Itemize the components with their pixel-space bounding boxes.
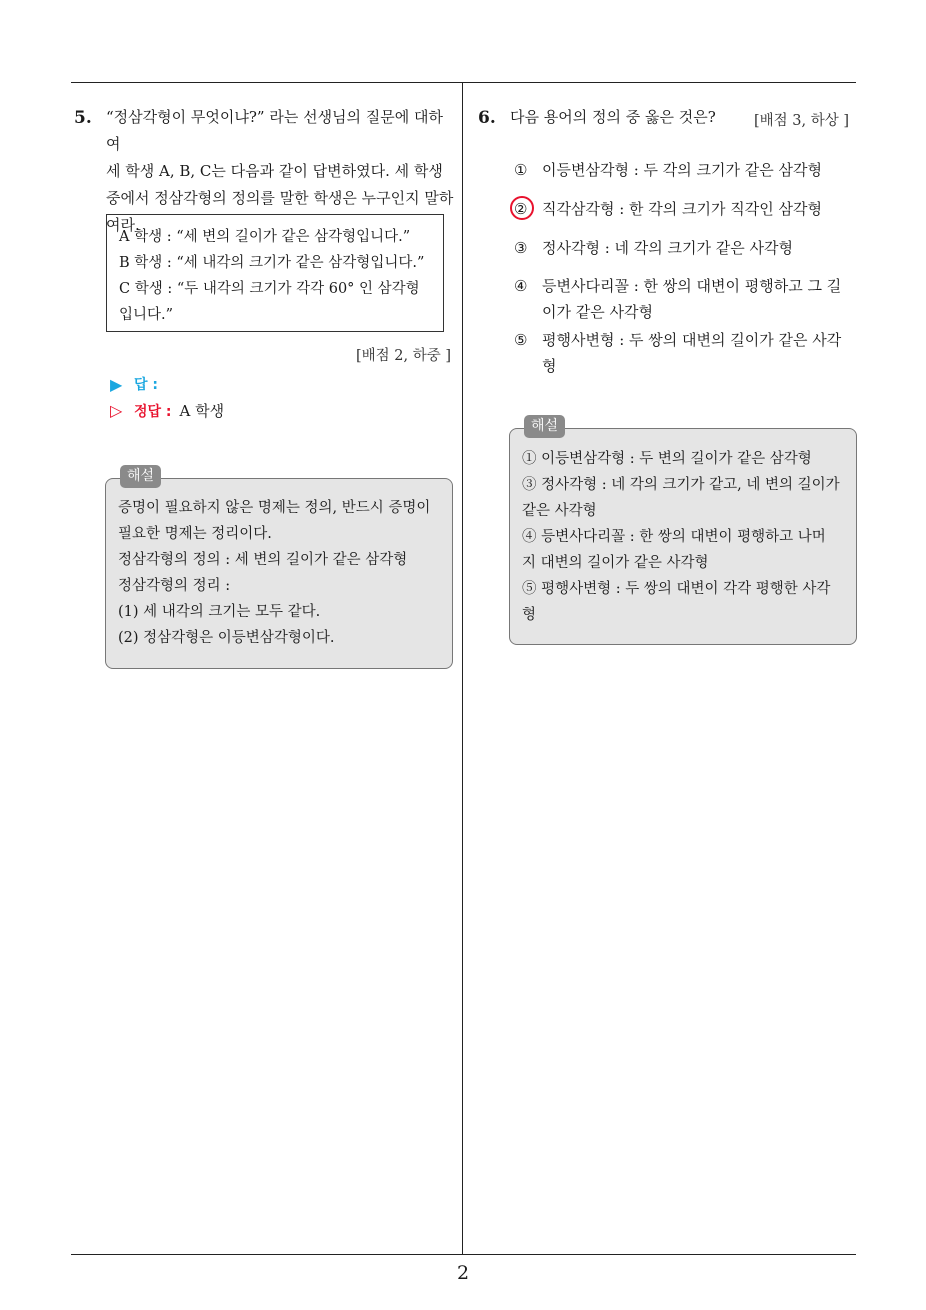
- question-5-line: 세 학생 A, B, C는 다음과 같이 답변하였다. 세 학생: [106, 162, 443, 180]
- explanation-tag: 해설: [120, 465, 161, 488]
- option-number: ⑤: [514, 331, 528, 349]
- student-answers-box: [106, 214, 444, 332]
- option-number: ②: [514, 200, 528, 218]
- option-2[interactable]: [514, 196, 854, 222]
- question-5-line: 중에서 정삼각형의 정의를 말한 학생은 누구인지 말하: [106, 189, 454, 207]
- question-5-explanation: [105, 478, 453, 669]
- explanation-line: 필요한 명제는 정리이다.: [118, 526, 272, 542]
- top-rule: [71, 82, 856, 83]
- correct-answer-value: A 학생: [179, 402, 225, 420]
- correct-answer-label: 정답 :: [134, 403, 172, 420]
- option-number: ③: [514, 239, 528, 257]
- question-6-explanation: [509, 428, 857, 645]
- student-c-answer: C 학생 : “두 내각의 크기가 각각 60° 인 삼각형: [119, 281, 420, 297]
- explanation-tag: 해설: [524, 415, 565, 438]
- play-filled-icon: ▶: [110, 374, 123, 394]
- option-5[interactable]: [514, 327, 854, 379]
- answer-row: [110, 374, 158, 394]
- question-5-number: 5.: [74, 108, 92, 128]
- question-6-number: 6.: [478, 108, 496, 128]
- column-divider: [462, 82, 463, 1254]
- option-number: ④: [514, 277, 528, 295]
- explanation-line: 형: [522, 607, 537, 623]
- option-text-cont: 형: [542, 357, 557, 375]
- explanation-line: ③ 정사각형 : 네 각의 크기가 같고, 네 변의 길이가: [522, 477, 840, 493]
- question-5-line: 여라.: [106, 216, 140, 234]
- explanation-line: ⑤ 평행사변형 : 두 쌍의 대변이 각각 평행한 사각: [522, 581, 831, 597]
- option-3[interactable]: [514, 235, 854, 261]
- question-6-score: [배점 3, 하상 ]: [754, 113, 850, 129]
- answer-label: 답 :: [134, 377, 158, 393]
- explanation-line: (1) 세 내각의 크기는 모두 같다.: [118, 604, 321, 620]
- page-number: 2: [456, 1262, 470, 1284]
- option-number: ①: [514, 161, 528, 179]
- option-text: 등변사다리꼴 : 한 쌍의 대변이 평행하고 그 길: [542, 277, 842, 295]
- play-outline-icon: ▷: [110, 401, 123, 420]
- option-4[interactable]: [514, 273, 854, 325]
- correct-answer-row: [110, 400, 224, 421]
- explanation-line: ① 이등변삼각형 : 두 변의 길이가 같은 삼각형: [522, 451, 812, 467]
- bottom-rule: [71, 1254, 856, 1255]
- explanation-line: ④ 등변사다리꼴 : 한 쌍의 대변이 평행하고 나머: [522, 529, 826, 545]
- question-6-text: 다음 용어의 정의 중 옳은 것은?: [510, 108, 716, 126]
- explanation-line: 같은 사각형: [522, 503, 597, 519]
- option-text-cont: 이가 같은 사각형: [542, 303, 653, 321]
- student-b-answer: B 학생 : “세 내각의 크기가 같은 삼각형입니다.”: [119, 255, 425, 271]
- option-text: 정사각형 : 네 각의 크기가 같은 사각형: [542, 239, 794, 257]
- explanation-line: 정삼각형의 정리 :: [118, 578, 231, 594]
- explanation-line: 정삼각형의 정의 : 세 변의 길이가 같은 삼각형: [118, 552, 408, 568]
- option-text: 평행사변형 : 두 쌍의 대변의 길이가 같은 사각: [542, 331, 842, 349]
- explanation-line: 증명이 필요하지 않은 명제는 정의, 반드시 증명이: [118, 500, 431, 516]
- question-5-line: “정삼각형이 무엇이냐?” 라는 선생님의 질문에 대하여: [106, 108, 444, 153]
- question-5-score: [배점 2, 하중 ]: [356, 348, 452, 364]
- option-text: 직각삼각형 : 한 각의 크기가 직각인 삼각형: [542, 200, 822, 218]
- correct-answer-circle-mark: [510, 196, 534, 220]
- explanation-line: (2) 정삼각형은 이등변삼각형이다.: [118, 630, 335, 646]
- option-text: 이등변삼각형 : 두 각의 크기가 같은 삼각형: [542, 161, 822, 179]
- option-1[interactable]: [514, 157, 854, 183]
- student-c-answer-cont: 입니다.”: [119, 307, 174, 323]
- student-a-answer: A 학생 : “세 변의 길이가 같은 삼각형입니다.”: [119, 229, 411, 245]
- explanation-line: 지 대변의 길이가 같은 사각형: [522, 555, 709, 571]
